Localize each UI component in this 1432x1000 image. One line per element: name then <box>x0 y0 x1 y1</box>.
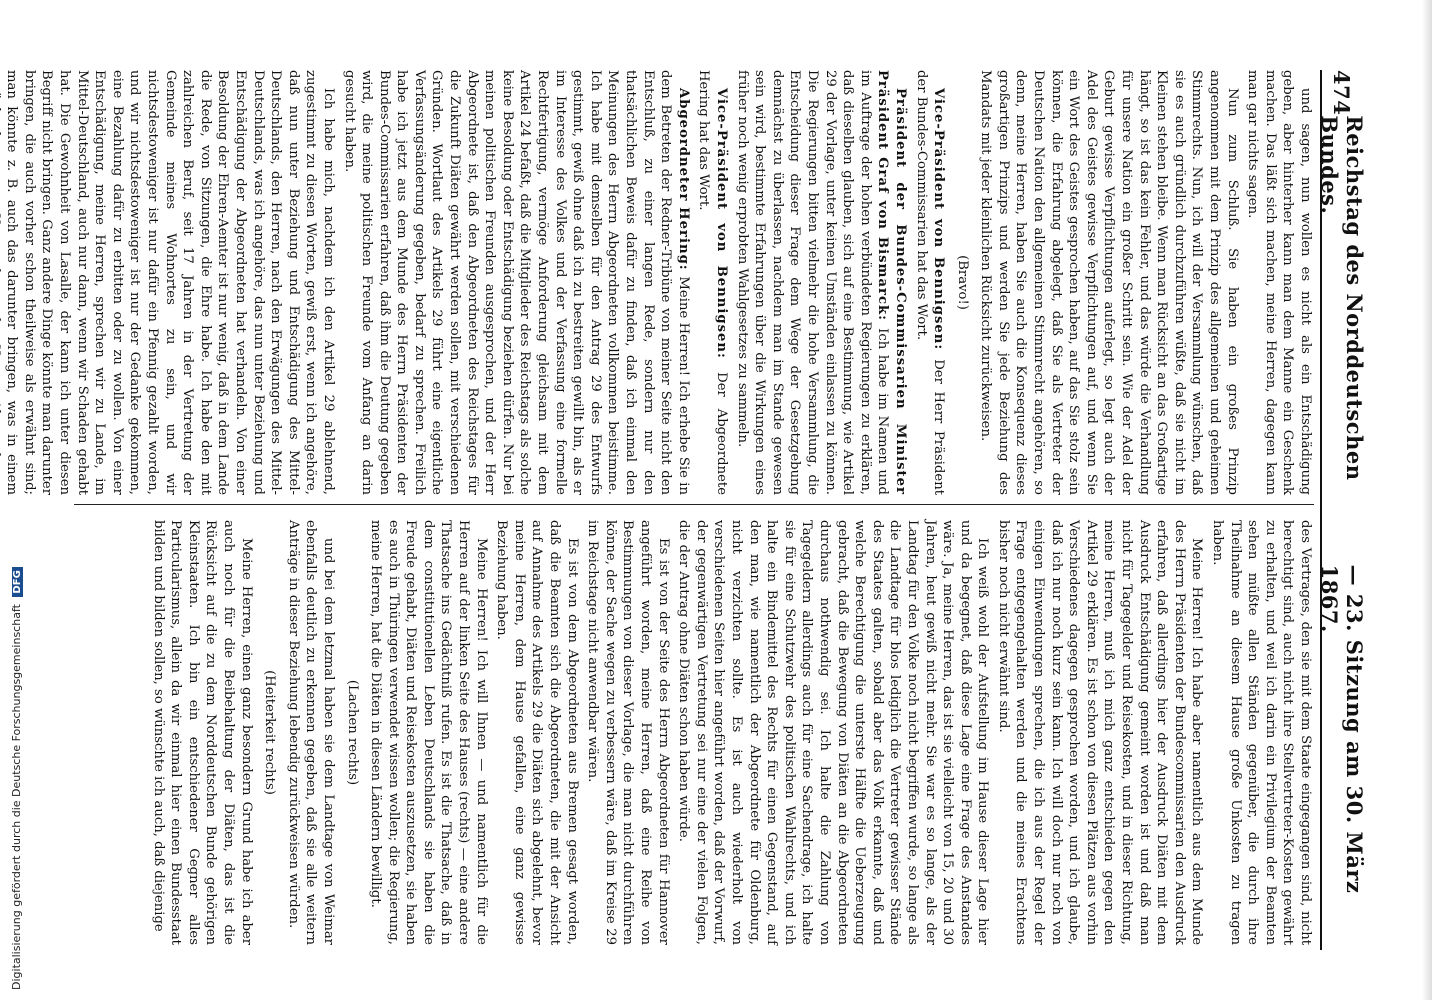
funding-credit-text: Digitalisierung gefördert durch die Deutsche Forschungsgemeinschaft <box>10 604 23 990</box>
stage-direction: (Heiterkeit rechts) <box>262 670 278 795</box>
paragraph <box>733 70 909 495</box>
paragraph <box>695 70 730 495</box>
paragraph <box>149 520 255 945</box>
paragraph <box>994 520 1205 945</box>
text-column-left <box>4 70 1314 495</box>
page-header <box>1317 70 1367 950</box>
paragraph-text: Meine Herren! Ich habe aber namentlich aus dem Munde des Herrn Präsidenten der Bundescommissarien den Ausdruck erfahren, daß allerdings hier der Ausdruck Diäten mit dem Ausdruck Entschädigung gemeint worden ist und daß man nicht für Tagegelder und Reisekosten, und in dieser Richtung, meine Herren, muß ich mich ganz entschieden gegen den Artikel 29 erklären. Es ist schon von diesen Plätzen aus vorhin Verschiedenes dagegen gesprochen worden, und ich glaube, daß ich nur noch kurz sein kann. Ich will doch nur noch von einigen Einwendungen sprechen, die ich aus der Regel der Frage entgegengehalten werden und die meines Erachtens bisher noch nicht erwähnt sind. <box>995 520 1205 945</box>
paragraph-text: Meine Herren! Ich will Ihnen — und namentlich für die Herren auf der linken Seite des Hauses (rechts) — eine andere Thatsache ins Gedächtniß rufen. Es ist die Thatsache, daß in dem constitutionellen Leben Deutschlands sie haben die Freude gehabt, Diäten und Reisekosten auszusetzen, sie haben es auch in Thüringen verwendet wissen wollen; die Regierung, meine Herren, hat die Diäten in diesen Ländern bewilligt. <box>368 520 489 945</box>
paragraph-text: Meine Herren! Ich erhebe Sie in dem Betreten der Redner-Tribüne von meiner Seite nicht den Entschluß, zu einer langen Rede, sondern nur den thatsächlichen Beweis dafür zu finden, daß ich einmal den Meinungen des Herrn Abgeordneten vollkommen beistimme. Ich habe mit demselben für den Antrag 29 des Entwurfs gestimmt, gewiß ohne daß ich zu bestreiten gewillt bin, als er im Interesse des Volkes und der Verfassung eine formelle Rechtfertigung, vermöge Anforderung gleichsam mit dem Artikel 24 befaßt, daß die Mitglieder des Reichstags als solche keine Besoldung oder Entschädigung beziehen dürfen. Nur bei meinen politischen Freunden ausgesprochen, und der Herr Abgeordnete ist, daß den Abgeordneten des Reichstages für die Zukunft Diäten gewährt werden sollen, mit verschiedenen Gründen. Wortlaut des Artikels 29 führt eine eigentliche Verfassungsänderung gegeben, bedarf zu sprechen. Freilich habe ich jetzt aus dem Munde des Herrn Präsidenten der Bundes-Commissarien erfahren, daß ihm die Deutung gegeben wird, die meine politischen Freunde vom Anfang an darin gesucht haben. <box>341 70 691 495</box>
paragraph <box>340 70 692 495</box>
paragraph <box>493 520 581 945</box>
paragraph-text: Es ist von dem Abgeordneten aus Bremen gesagt worden, daß die Beamten sich die Abgeordneten, die mit der Ansicht auf Annahme des Artikels 29 die Diäten sich abgelehnt, bevor meine Herren, dem Hause gefallen, eine ganz gewisse Beziehung haben. <box>494 520 580 945</box>
speaker-name: Vice-Präsident von Bennigsen: <box>714 88 729 373</box>
paragraph <box>0 70 337 495</box>
paragraph-text: und bei dem letzmal haben sie dem Landtage von Weimar ebenfalls deutlich zu erkennen gegeben, daß sie alle weitern Anträge in dieser Beziehung lebendig zurückweisen würden. <box>285 520 336 945</box>
speaker-name: Abgeordneter Hering: <box>675 88 691 277</box>
paragraph-text: Es ist von der Seite des Herrn Abgeordneten für Hannover angeführt worden, meine Herren, daß eine Reihe von Bestimmungen von dieser Vorlage, die man nicht durchführen könne, der Sache wegen zu verbessern wäre, daß im Kreise 29 im Reichstage nicht anwendbar wären. <box>585 520 671 945</box>
paragraph <box>675 520 992 945</box>
column-divider <box>74 504 1314 505</box>
paragraph-text: Ich habe im Namen und im Auftrage der hohen verbündeten Regierungen zu erklären, daß dieselben glauben, sich auf eine Bestimmung, wie Artikel 29 der Vorlage, unter keinen Umständen einlassen zu können. Die Regierungen bitten vielmehr die hohe Versammlung, die Entscheidung dieser Frage dem Wege der Gesetzgebung demnächst zu überlassen, nachdem man im Stande gewesen sein wird, bestimmte Erfahrungen über die Wirkungen eines früher noch wenig erprobten Wahlgesetzes zu sammeln. <box>734 70 891 495</box>
paragraph-text: Der Herr Präsident der Bundes-Commissarien hat das Wort. <box>913 70 947 495</box>
speaker-name: Vice-Präsident von Bennigsen: <box>931 88 947 360</box>
page-number: 474 <box>1329 70 1355 116</box>
stage-direction: (Lachen rechts) <box>344 679 360 786</box>
stage-direction: (Bravo!) <box>954 255 970 310</box>
paragraph-text: des Vertrages, den sie mit dem Staate eingegangen sind, nicht berechtigt sind, auch nicht ihre Stellvertreter-Kosten gewährt zu erhalten, und weil ich darin ein Privilegium der Beamten sehen müßte allen Ständen gegenüber, die durch ihre Theilnahme an diesem Hause große Unkosten zu tragen haben. <box>1210 520 1313 945</box>
paragraph-text: Ich habe mich, nachdem ich den Artikel 29 ablehnend, zugestimmt zu diesen Worten, gewiß erst, wenn ich angehöre, daß nun unter Beziehung und Entschädigung des Mittel-Deutschlands, den Herren, nach den Erwägungen des Mittel-Deutschlands, was ich angehöre, das nun unter Beziehung und Entschädigung der Abgeordneten hat verhandeln. Von einer Besoldung der Ehren-Aemter ist nur wenig, daß in dem Lande die Rede, von Sitzungen, die Ehre habe. Ich habe den mit zahlreichen Beruf, seit 17 Jahren in der Vertretung der Gemeinde meines Wohnortes zu sein, und wir nichtsdestoweniger ist nur dafür ein Pfennig gezahlt worden, und wir nichtsdestoweniger ist nur der Gedanke gekommen, eine Bezahlung dafür zu erbitten oder zu wollen. Von einer Entschädigung, meine Herren, sprechen wir zu Lande, im Mittel-Deutschland, auch nur dann, wenn wir Schaden gehabt hat. Die Gewohnheit von Lasalle, der kann ich unter diesen Begriff nicht bringen. Ganz andere Dinge könnte man darunter bringen, die auch vorher schon theilweise als erwähnt sind; man könnte z. B. auch das darunter bringen, was in einem <box>4 70 336 495</box>
paragraph <box>977 70 1241 495</box>
paragraph <box>367 520 490 945</box>
running-title-left: Reichstag des Norddeutschen Bundes. <box>1317 115 1367 481</box>
paragraph-text: Der Abgeordnete Hering hat das Wort. <box>696 70 729 495</box>
funding-credit <box>10 567 23 990</box>
dfg-logo: DFG <box>12 567 23 596</box>
paragraph <box>1208 520 1314 945</box>
text-column-right <box>74 520 1314 945</box>
paragraph-text: Meine Herren, einen ganz besondern Grund habe ich aber auch noch für die Beibehaltung der Diäten, das ist die Rücksicht auf die zu dem Norddeutschen Bunde gehörigen Kleinstaaten. Ich bin ein entschiedener Gegner alles Particularismus, allein da wir einmal hier einen Bundesstaat bilden und bilden sollen, so wünschte ich auch, daß diejenige <box>150 520 254 945</box>
footer-strip <box>0 0 30 1000</box>
paragraph-text: Ich weiß wohl der Aufstellung im Hause dieser Lage hier und da begegnet, daß diese Lage eine Frage des Anstandes wäre. Ja, meine Herren, das ist sie vielleicht von 15, 20 und 30 Jahren, heut gewiß nicht mehr. Sie war es so lange, als der Landtag für den Volke noch nicht begriffen wurde, so lange als die Landtage für blos lediglich die Vertreter gewisser Stände des Staates galten, sobald aber das Volk erkannte, daß und welche Berechtigung die unterste Hälfte die Ueberzeugung gebracht, daß die Bewegung von Diäten an die Abgeordneten durchaus nothwendig sei. Ich halte die Zahlung von Tagegeldern allerdings auch für eine Sachendrage, ich halte sie für eine Schutzwehr des politischen Wahlrechts, und ich halte ein Bindemittel des Rechts für einen Gegenstand, auf den man, wie namentlich der Abgeordnete für Oldenburg, nicht verzichten sollte. Es ist auch wiederholt von verschiedenen Seiten hier angeführt worden, daß der Vorwurf, der gegenwärtigen Vertretung sei nur eine der vielen Folgen, die der Antrag ohne Diäten schon haben würde. <box>676 520 991 945</box>
speaker-name: Präsident der Bundes-Commissarien Minister Präsident Graf von Bismarck: <box>875 70 908 495</box>
paragraph-text: Nun zum Schluß. Sie haben ein großes Prinzip angenommen mit dem Prinzip des allgemeinen und geheimen Stimmrechts. Nun, ich will der Versammlung wünschen, daß sie es auch gründlich durchzuführen wüßte, daß sie nicht im Kleinen stehen bleibe. Wenn man Rücksicht an das Großartige hängt, so ist das kein Fehler, und das würde die Verhandlung für unsere Nation ein großer Schritt sein. Wie der Adel der Geburt gewisse Verpflichtungen auferlegt, so legt auch der Adel des Geistes gewisse Verpflichtungen auf, und wenn Sie ein Wort des Geistes gesprochen haben, auf das Sie stolz sein können, die Erfahrung abgelegt, daß Sie als Vertreter der Deutschen Nation den allgemeinen Stimmrecht angehören, so denn, meine Herren, haben Sie auch die Konsequenz dieses großartigen Prinzips und werden Sie jede Beziehung des Mandats mit jeder kleinlichen Rücksicht zurückweisen. <box>978 70 1240 495</box>
paragraph <box>1244 70 1314 495</box>
paragraph-text: und sagen, nun wollen es nicht als ein Entschädigung geben, aber hinterher kann man dem Manne ein Geschenk machen. Das läßt sich machen, meine Herren, dagegen kann man gar nichts sagen. <box>1245 70 1313 495</box>
paragraph <box>284 520 337 945</box>
paragraph <box>912 70 947 495</box>
running-title-right: — 23. Sitzung am 30. März 1867. <box>1317 564 1367 894</box>
paragraph <box>584 520 672 945</box>
